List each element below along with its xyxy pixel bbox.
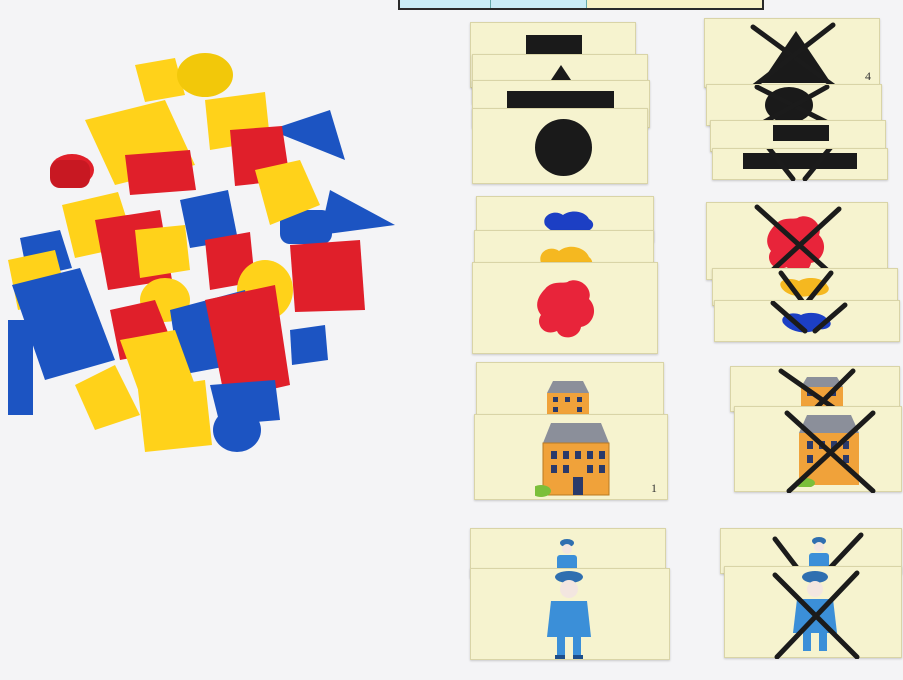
card-shape-triangle-crossed	[704, 18, 880, 88]
house-icon	[535, 421, 625, 497]
color-blob-icon	[535, 279, 599, 341]
cross-out-mark-icon	[713, 149, 889, 181]
card-shape-bar-crossed	[712, 148, 888, 180]
logic-blocks-pile	[0, 40, 400, 460]
cross-out-mark-icon	[725, 567, 903, 659]
cross-out-mark-icon	[705, 19, 881, 89]
card-blob-blue-crossed	[714, 300, 900, 342]
card-person-large	[470, 568, 670, 660]
card-number: 4	[865, 69, 871, 83]
card-house-small	[476, 362, 664, 418]
black-rectangle-icon	[773, 125, 829, 141]
card-house-large	[474, 414, 668, 500]
card-number: 1	[651, 481, 657, 495]
banner-segment	[587, 0, 762, 8]
cross-out-mark-icon	[715, 301, 901, 343]
card-person-large-crossed	[724, 566, 902, 658]
black-circle-icon	[535, 119, 592, 176]
top-banner-strip	[398, 0, 764, 10]
banner-segment	[400, 0, 491, 8]
card-shape-circle	[472, 108, 648, 184]
house-icon	[543, 379, 593, 419]
person-icon	[539, 571, 599, 661]
cross-out-mark-icon	[735, 407, 903, 493]
card-house-large-crossed	[734, 406, 902, 492]
card-blob-red	[472, 262, 658, 354]
banner-segment	[491, 0, 587, 8]
